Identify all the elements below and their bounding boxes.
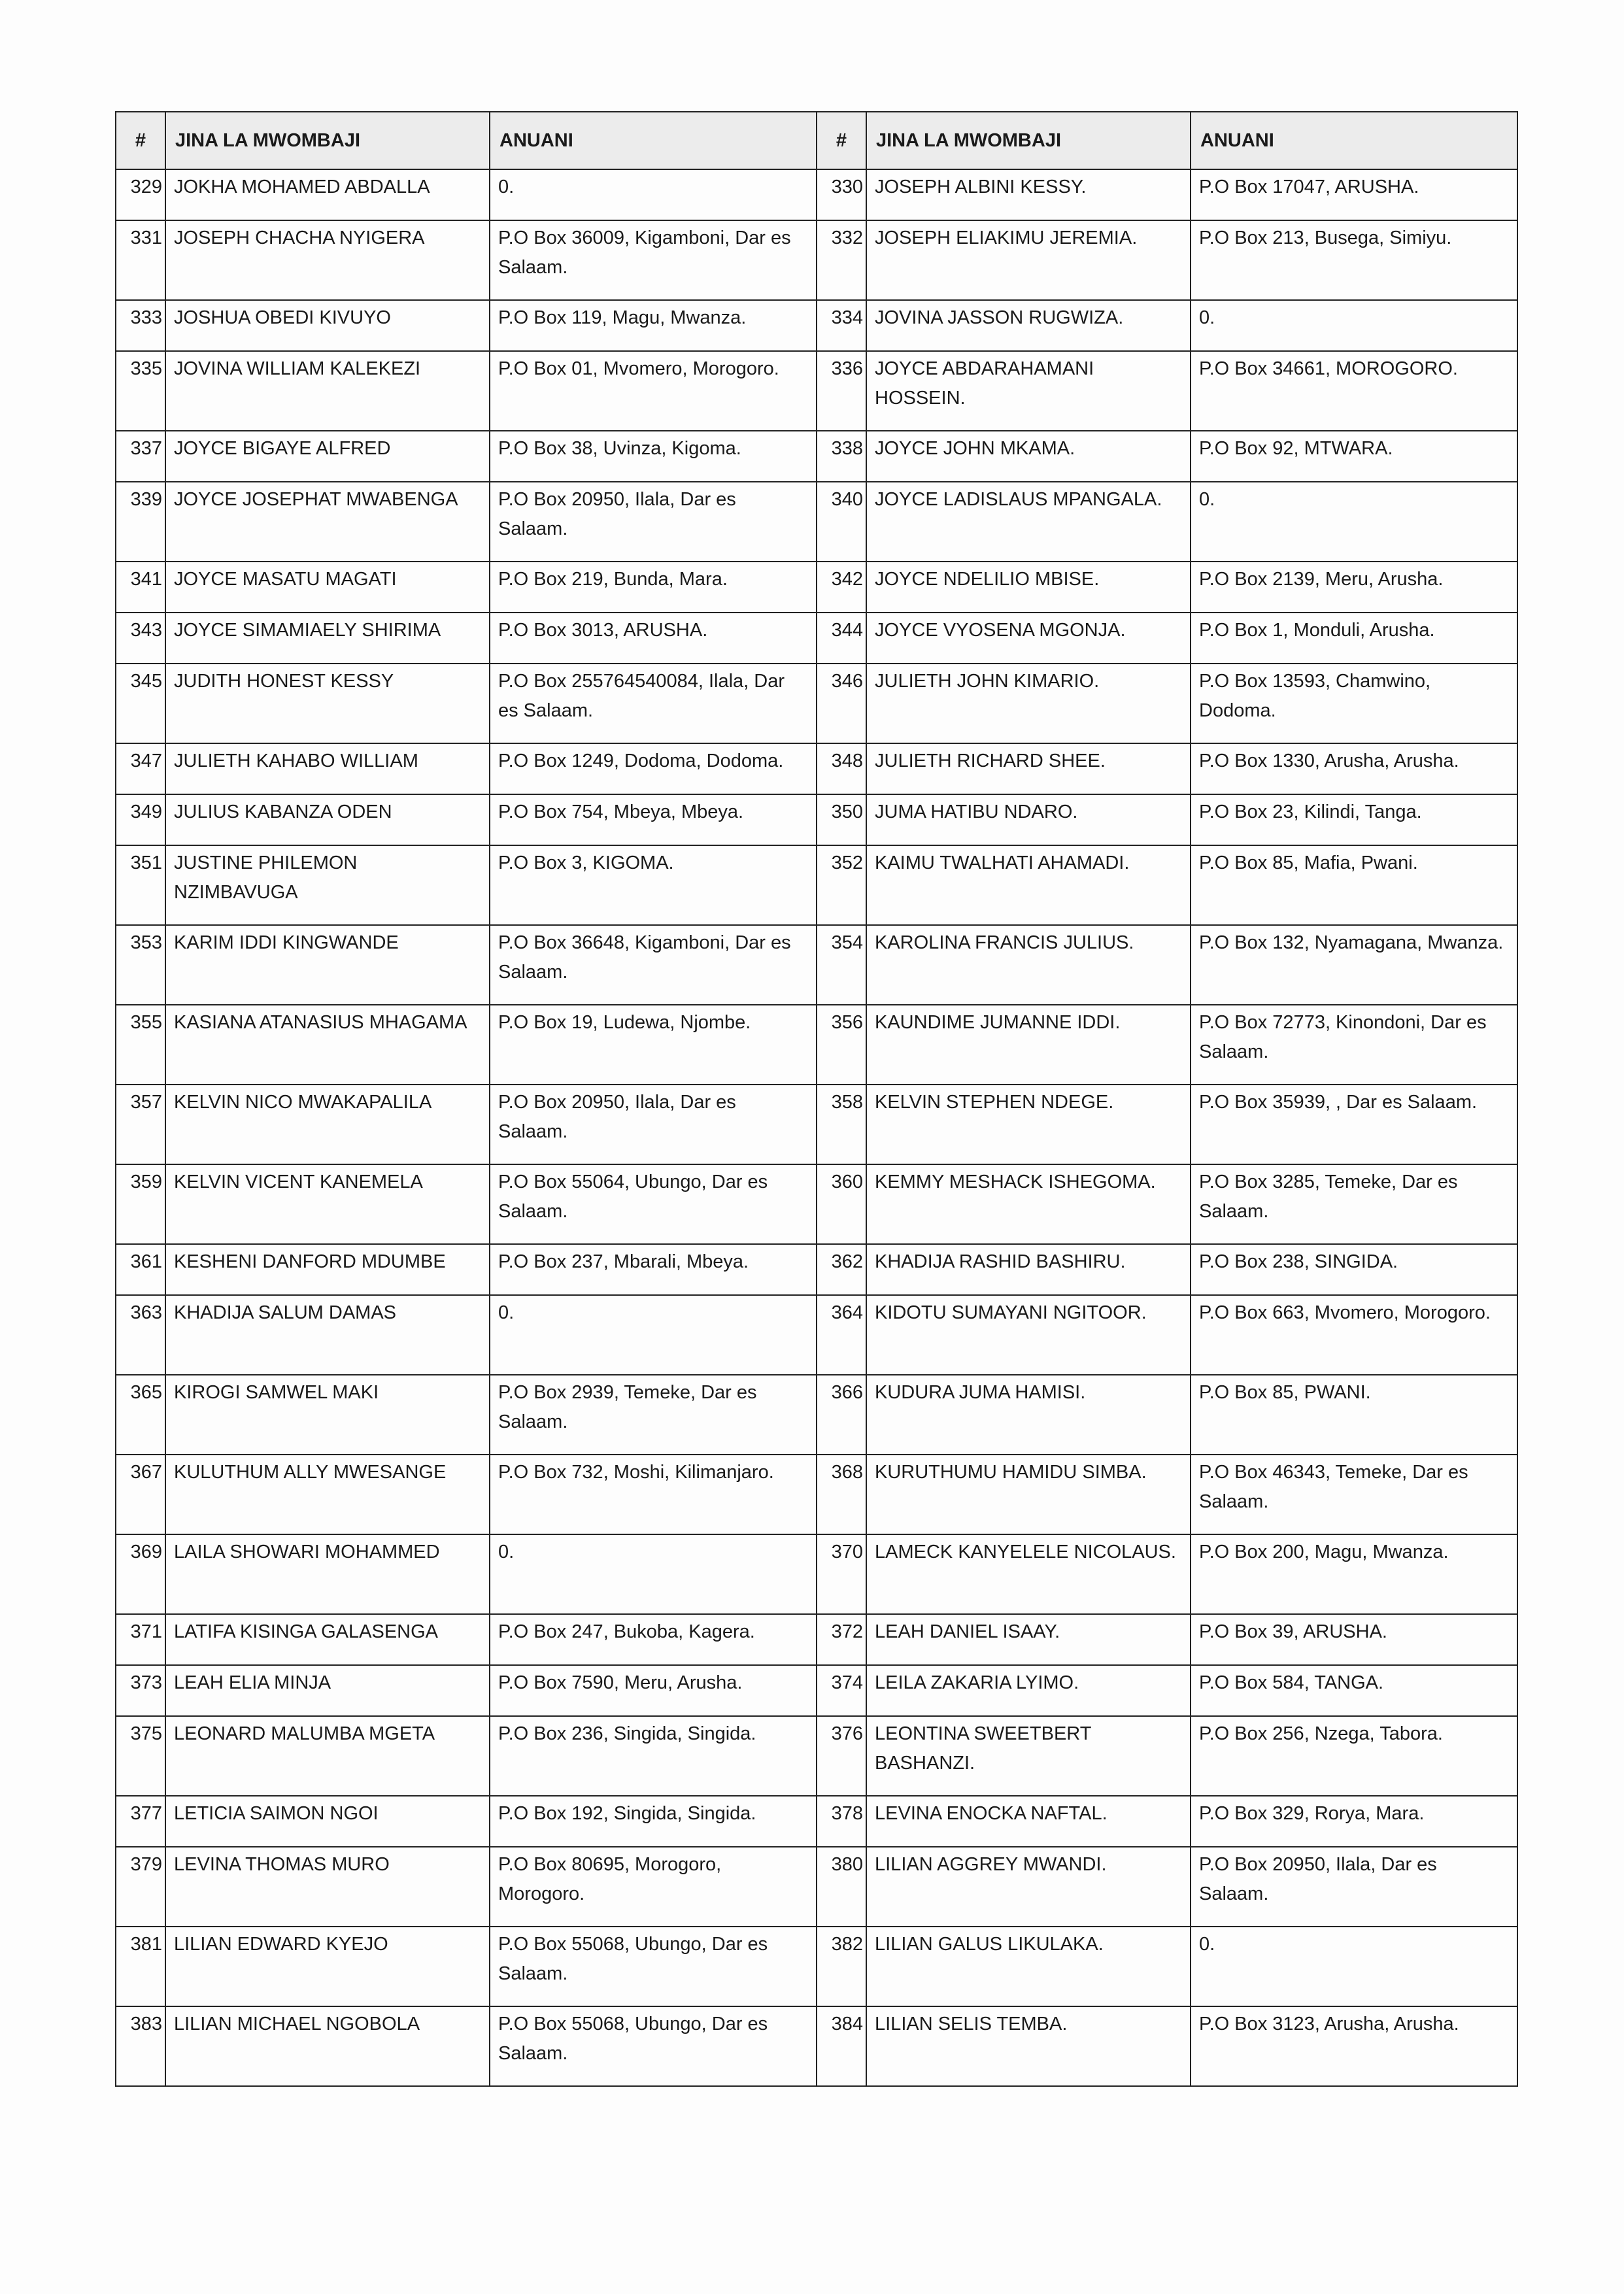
- applicant-address-right: P.O Box 329, Rorya, Mara.: [1191, 1796, 1517, 1847]
- applicant-address-right: P.O Box 2139, Meru, Arusha.: [1191, 562, 1517, 613]
- applicant-name-right: KAUNDIME JUMANNE IDDI.: [866, 1005, 1191, 1085]
- applicant-number-left: 363: [116, 1295, 165, 1375]
- applicant-number-right: 380: [817, 1847, 866, 1927]
- applicant-address-right: P.O Box 1330, Arusha, Arusha.: [1191, 743, 1517, 794]
- applicant-number-right: 336: [817, 351, 866, 431]
- applicant-address-left: P.O Box 732, Moshi, Kilimanjaro.: [490, 1455, 817, 1534]
- applicant-name-left: JUDITH HONEST KESSY: [165, 664, 490, 743]
- applicant-number-right: 366: [817, 1375, 866, 1455]
- applicant-address-left: 0.: [490, 1534, 817, 1614]
- table-row: [116, 1796, 1517, 1847]
- applicant-number-left: 383: [116, 2006, 165, 2086]
- applicant-number-left: 371: [116, 1614, 165, 1665]
- applicant-address-right: P.O Box 92, MTWARA.: [1191, 431, 1517, 482]
- header-name-right: JINA LA MWOMBAJI: [866, 112, 1191, 169]
- applicant-number-left: 345: [116, 664, 165, 743]
- applicant-number-left: 347: [116, 743, 165, 794]
- applicant-number-left: 351: [116, 845, 165, 925]
- table-header-row: [116, 112, 1517, 169]
- applicant-number-left: 369: [116, 1534, 165, 1614]
- applicant-number-right: 330: [817, 169, 866, 220]
- header-number-left: #: [116, 112, 165, 169]
- applicant-name-left: LEONARD MALUMBA MGETA: [165, 1716, 490, 1796]
- applicant-number-right: 368: [817, 1455, 866, 1534]
- applicant-number-right: 362: [817, 1244, 866, 1295]
- applicant-name-left: KESHENI DANFORD MDUMBE: [165, 1244, 490, 1295]
- applicant-name-right: JUMA HATIBU NDARO.: [866, 794, 1191, 845]
- applicant-name-right: JOYCE VYOSENA MGONJA.: [866, 613, 1191, 664]
- applicant-address-left: P.O Box 1249, Dodoma, Dodoma.: [490, 743, 817, 794]
- applicant-number-right: 340: [817, 482, 866, 562]
- applicant-name-right: JOVINA JASSON RUGWIZA.: [866, 300, 1191, 351]
- applicant-number-left: 349: [116, 794, 165, 845]
- applicant-name-left: JOYCE JOSEPHAT MWABENGA: [165, 482, 490, 562]
- applicant-number-left: 367: [116, 1455, 165, 1534]
- table-row: [116, 845, 1517, 925]
- applicant-address-left: P.O Box 38, Uvinza, Kigoma.: [490, 431, 817, 482]
- applicant-number-right: 338: [817, 431, 866, 482]
- applicant-address-left: 0.: [490, 169, 817, 220]
- applicant-number-left: 361: [116, 1244, 165, 1295]
- applicant-address-left: P.O Box 20950, Ilala, Dar es Salaam.: [490, 482, 817, 562]
- applicant-number-left: 381: [116, 1927, 165, 2006]
- applicant-number-right: 332: [817, 220, 866, 300]
- table-row: [116, 664, 1517, 743]
- applicant-name-left: LILIAN MICHAEL NGOBOLA: [165, 2006, 490, 2086]
- applicant-address-right: P.O Box 1, Monduli, Arusha.: [1191, 613, 1517, 664]
- applicant-number-right: 376: [817, 1716, 866, 1796]
- applicant-number-left: 353: [116, 925, 165, 1005]
- applicant-name-right: KUDURA JUMA HAMISI.: [866, 1375, 1191, 1455]
- applicant-name-left: LATIFA KISINGA GALASENGA: [165, 1614, 490, 1665]
- applicant-number-left: 331: [116, 220, 165, 300]
- applicant-name-right: JOSEPH ELIAKIMU JEREMIA.: [866, 220, 1191, 300]
- applicant-address-right: P.O Box 238, SINGIDA.: [1191, 1244, 1517, 1295]
- applicant-number-right: 350: [817, 794, 866, 845]
- table-row: [116, 1295, 1517, 1375]
- applicant-number-left: 373: [116, 1665, 165, 1716]
- table-row: [116, 169, 1517, 220]
- applicant-number-right: 344: [817, 613, 866, 664]
- applicant-number-left: 377: [116, 1796, 165, 1847]
- applicant-name-left: LAILA SHOWARI MOHAMMED: [165, 1534, 490, 1614]
- applicant-name-right: KIDOTU SUMAYANI NGITOOR.: [866, 1295, 1191, 1375]
- applicant-name-right: LILIAN SELIS TEMBA.: [866, 2006, 1191, 2086]
- applicant-name-right: LILIAN GALUS LIKULAKA.: [866, 1927, 1191, 2006]
- applicant-name-left: KULUTHUM ALLY MWESANGE: [165, 1455, 490, 1534]
- applicant-number-right: 378: [817, 1796, 866, 1847]
- applicant-number-left: 339: [116, 482, 165, 562]
- applicant-name-left: LEAH ELIA MINJA: [165, 1665, 490, 1716]
- applicant-address-left: P.O Box 19, Ludewa, Njombe.: [490, 1005, 817, 1085]
- applicant-address-right: 0.: [1191, 482, 1517, 562]
- table-row: [116, 1375, 1517, 1455]
- applicant-number-right: 364: [817, 1295, 866, 1375]
- applicant-number-right: 360: [817, 1164, 866, 1244]
- applicant-address-left: P.O Box 20950, Ilala, Dar es Salaam.: [490, 1085, 817, 1164]
- applicant-address-right: P.O Box 85, Mafia, Pwani.: [1191, 845, 1517, 925]
- header-address-right: ANUANI: [1191, 112, 1517, 169]
- applicant-name-left: LETICIA SAIMON NGOI: [165, 1796, 490, 1847]
- table-row: [116, 794, 1517, 845]
- applicant-name-left: JOKHA MOHAMED ABDALLA: [165, 169, 490, 220]
- applicant-name-left: JOSEPH CHACHA NYIGERA: [165, 220, 490, 300]
- applicant-address-right: P.O Box 200, Magu, Mwanza.: [1191, 1534, 1517, 1614]
- applicant-name-right: LEVINA ENOCKA NAFTAL.: [866, 1796, 1191, 1847]
- table-row: [116, 1164, 1517, 1244]
- applicant-number-right: 354: [817, 925, 866, 1005]
- table-row: [116, 1005, 1517, 1085]
- applicant-address-left: P.O Box 754, Mbeya, Mbeya.: [490, 794, 817, 845]
- applicant-number-left: 379: [116, 1847, 165, 1927]
- applicant-number-right: 370: [817, 1534, 866, 1614]
- applicant-address-right: P.O Box 132, Nyamagana, Mwanza.: [1191, 925, 1517, 1005]
- applicant-number-left: 343: [116, 613, 165, 664]
- table-row: [116, 925, 1517, 1005]
- table-row: [116, 431, 1517, 482]
- applicant-address-right: P.O Box 20950, Ilala, Dar es Salaam.: [1191, 1847, 1517, 1927]
- applicant-address-right: P.O Box 256, Nzega, Tabora.: [1191, 1716, 1517, 1796]
- applicant-number-left: 341: [116, 562, 165, 613]
- applicant-number-left: 355: [116, 1005, 165, 1085]
- applicant-address-right: P.O Box 35939, , Dar es Salaam.: [1191, 1085, 1517, 1164]
- applicant-name-right: JOYCE NDELILIO MBISE.: [866, 562, 1191, 613]
- table-row: [116, 351, 1517, 431]
- applicant-number-right: 384: [817, 2006, 866, 2086]
- table-row: [116, 1614, 1517, 1665]
- applicant-address-right: P.O Box 39, ARUSHA.: [1191, 1614, 1517, 1665]
- applicant-name-right: LAMECK KANYELELE NICOLAUS.: [866, 1534, 1191, 1614]
- table-row: [116, 1847, 1517, 1927]
- table-row: [116, 562, 1517, 613]
- applicant-address-right: P.O Box 584, TANGA.: [1191, 1665, 1517, 1716]
- applicant-address-left: P.O Box 36009, Kigamboni, Dar es Salaam.: [490, 220, 817, 300]
- applicant-number-right: 374: [817, 1665, 866, 1716]
- applicant-number-left: 337: [116, 431, 165, 482]
- applicant-address-left: P.O Box 55068, Ubungo, Dar es Salaam.: [490, 1927, 817, 2006]
- applicant-address-right: P.O Box 34661, MOROGORO.: [1191, 351, 1517, 431]
- applicant-name-right: LEAH DANIEL ISAAY.: [866, 1614, 1191, 1665]
- table-row: [116, 1665, 1517, 1716]
- applicant-name-right: KHADIJA RASHID BASHIRU.: [866, 1244, 1191, 1295]
- applicant-address-left: P.O Box 55068, Ubungo, Dar es Salaam.: [490, 2006, 817, 2086]
- applicant-address-right: P.O Box 663, Mvomero, Morogoro.: [1191, 1295, 1517, 1375]
- applicant-address-left: P.O Box 7590, Meru, Arusha.: [490, 1665, 817, 1716]
- applicant-address-left: P.O Box 36648, Kigamboni, Dar es Salaam.: [490, 925, 817, 1005]
- applicant-number-left: 359: [116, 1164, 165, 1244]
- applicant-address-right: P.O Box 85, PWANI.: [1191, 1375, 1517, 1455]
- applicant-address-left: P.O Box 247, Bukoba, Kagera.: [490, 1614, 817, 1665]
- applicant-name-right: JULIETH JOHN KIMARIO.: [866, 664, 1191, 743]
- applicant-name-left: LEVINA THOMAS MURO: [165, 1847, 490, 1927]
- applicant-address-left: P.O Box 192, Singida, Singida.: [490, 1796, 817, 1847]
- applicant-name-left: JOSHUA OBEDI KIVUYO: [165, 300, 490, 351]
- applicant-name-right: JULIETH RICHARD SHEE.: [866, 743, 1191, 794]
- table-row: [116, 1085, 1517, 1164]
- applicant-name-left: KHADIJA SALUM DAMAS: [165, 1295, 490, 1375]
- applicant-name-left: KELVIN VICENT KANEMELA: [165, 1164, 490, 1244]
- applicant-name-right: KELVIN STEPHEN NDEGE.: [866, 1085, 1191, 1164]
- applicant-number-right: 348: [817, 743, 866, 794]
- table-row: [116, 482, 1517, 562]
- applicant-number-right: 358: [817, 1085, 866, 1164]
- applicant-address-left: 0.: [490, 1295, 817, 1375]
- applicant-name-right: KAROLINA FRANCIS JULIUS.: [866, 925, 1191, 1005]
- header-number-right: #: [817, 112, 866, 169]
- table-row: [116, 1927, 1517, 2006]
- applicant-name-left: JUSTINE PHILEMON NZIMBAVUGA: [165, 845, 490, 925]
- applicant-number-left: 329: [116, 169, 165, 220]
- header-address-left: ANUANI: [490, 112, 817, 169]
- applicant-name-right: KURUTHUMU HAMIDU SIMBA.: [866, 1455, 1191, 1534]
- applicant-number-right: 372: [817, 1614, 866, 1665]
- table-row: [116, 220, 1517, 300]
- applicant-address-left: P.O Box 01, Mvomero, Morogoro.: [490, 351, 817, 431]
- applicant-number-right: 382: [817, 1927, 866, 2006]
- applicant-address-right: P.O Box 3123, Arusha, Arusha.: [1191, 2006, 1517, 2086]
- applicant-address-right: P.O Box 23, Kilindi, Tanga.: [1191, 794, 1517, 845]
- applicant-number-right: 346: [817, 664, 866, 743]
- applicant-name-right: JOSEPH ALBINI KESSY.: [866, 169, 1191, 220]
- applicant-name-left: JOVINA WILLIAM KALEKEZI: [165, 351, 490, 431]
- applicant-address-right: P.O Box 72773, Kinondoni, Dar es Salaam.: [1191, 1005, 1517, 1085]
- applicant-name-left: JOYCE SIMAMIAELY SHIRIMA: [165, 613, 490, 664]
- applicant-address-left: P.O Box 237, Mbarali, Mbeya.: [490, 1244, 817, 1295]
- applicant-name-right: JOYCE JOHN MKAMA.: [866, 431, 1191, 482]
- table-row: [116, 2006, 1517, 2086]
- applicant-address-left: P.O Box 55064, Ubungo, Dar es Salaam.: [490, 1164, 817, 1244]
- applicant-number-right: 334: [817, 300, 866, 351]
- applicant-address-left: P.O Box 236, Singida, Singida.: [490, 1716, 817, 1796]
- applicant-address-left: P.O Box 2939, Temeke, Dar es Salaam.: [490, 1375, 817, 1455]
- applicant-address-left: P.O Box 3, KIGOMA.: [490, 845, 817, 925]
- applicant-number-right: 352: [817, 845, 866, 925]
- applicant-address-right: P.O Box 46343, Temeke, Dar es Salaam.: [1191, 1455, 1517, 1534]
- applicant-number-left: 333: [116, 300, 165, 351]
- applicant-address-left: P.O Box 3013, ARUSHA.: [490, 613, 817, 664]
- applicant-number-left: 335: [116, 351, 165, 431]
- applicant-number-right: 342: [817, 562, 866, 613]
- applicant-number-left: 375: [116, 1716, 165, 1796]
- applicant-name-right: LEILA ZAKARIA LYIMO.: [866, 1665, 1191, 1716]
- applicant-name-right: LEONTINA SWEETBERT BASHANZI.: [866, 1716, 1191, 1796]
- applicant-number-left: 365: [116, 1375, 165, 1455]
- applicant-address-right: P.O Box 13593, Chamwino, Dodoma.: [1191, 664, 1517, 743]
- applicant-address-right: P.O Box 213, Busega, Simiyu.: [1191, 220, 1517, 300]
- table-row: [116, 1716, 1517, 1796]
- applicant-name-left: JULIETH KAHABO WILLIAM: [165, 743, 490, 794]
- applicant-name-left: KELVIN NICO MWAKAPALILA: [165, 1085, 490, 1164]
- applicant-address-right: P.O Box 3285, Temeke, Dar es Salaam.: [1191, 1164, 1517, 1244]
- applicant-name-right: LILIAN AGGREY MWANDI.: [866, 1847, 1191, 1927]
- applicant-address-right: 0.: [1191, 1927, 1517, 2006]
- applicant-name-left: KIROGI SAMWEL MAKI: [165, 1375, 490, 1455]
- applicant-name-left: KASIANA ATANASIUS MHAGAMA: [165, 1005, 490, 1085]
- applicant-number-right: 356: [817, 1005, 866, 1085]
- applicant-address-left: P.O Box 119, Magu, Mwanza.: [490, 300, 817, 351]
- applicant-number-left: 357: [116, 1085, 165, 1164]
- header-name-left: JINA LA MWOMBAJI: [165, 112, 490, 169]
- applicant-name-left: JOYCE MASATU MAGATI: [165, 562, 490, 613]
- table-row: [116, 1244, 1517, 1295]
- table-row: [116, 1534, 1517, 1614]
- table-row: [116, 300, 1517, 351]
- table-row: [116, 613, 1517, 664]
- applicant-address-left: P.O Box 80695, Morogoro, Morogoro.: [490, 1847, 817, 1927]
- table-row: [116, 743, 1517, 794]
- applicant-name-right: JOYCE LADISLAUS MPANGALA.: [866, 482, 1191, 562]
- applicants-table: [115, 111, 1518, 2087]
- applicant-address-right: 0.: [1191, 300, 1517, 351]
- applicant-name-left: JULIUS KABANZA ODEN: [165, 794, 490, 845]
- applicant-address-left: P.O Box 219, Bunda, Mara.: [490, 562, 817, 613]
- applicant-name-left: JOYCE BIGAYE ALFRED: [165, 431, 490, 482]
- applicant-name-right: KAIMU TWALHATI AHAMADI.: [866, 845, 1191, 925]
- table-body: [116, 169, 1517, 2086]
- table-row: [116, 1455, 1517, 1534]
- applicant-address-right: P.O Box 17047, ARUSHA.: [1191, 169, 1517, 220]
- applicant-name-right: JOYCE ABDARAHAMANI HOSSEIN.: [866, 351, 1191, 431]
- applicant-address-left: P.O Box 255764540084, Ilala, Dar es Salaam.: [490, 664, 817, 743]
- applicant-name-right: KEMMY MESHACK ISHEGOMA.: [866, 1164, 1191, 1244]
- applicant-name-left: LILIAN EDWARD KYEJO: [165, 1927, 490, 2006]
- applicant-name-left: KARIM IDDI KINGWANDE: [165, 925, 490, 1005]
